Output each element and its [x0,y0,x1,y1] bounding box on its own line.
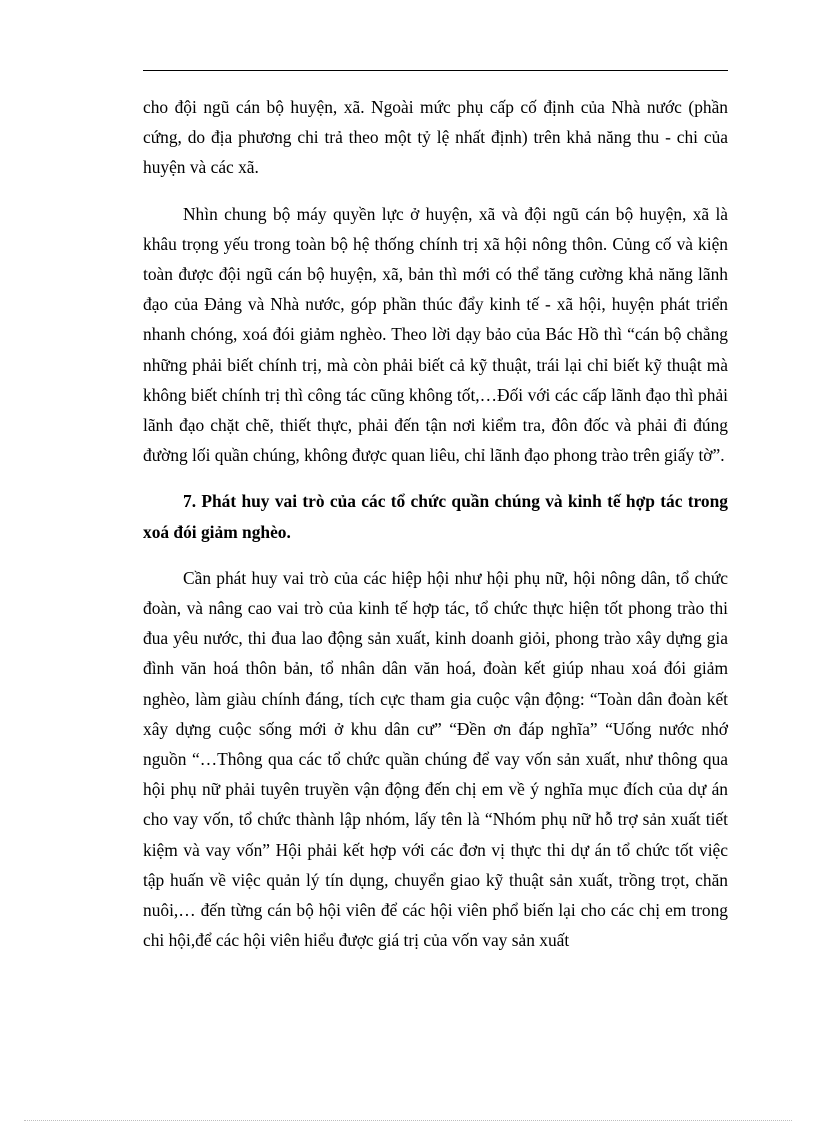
paragraph-gap [143,183,728,199]
paragraph-gap [143,470,728,486]
header-rule [143,70,728,71]
footer-dotted-line [24,1120,792,1121]
paragraph-continuation: cho đội ngũ cán bộ huyện, xã. Ngoài mức phụ cấp cố định của Nhà nước (phần cứng, do địa phương chi trả theo một tỷ lệ nhất định) trên khả năng thu - chi của huyện và các xã. [143,97,728,178]
paragraph-gap [143,547,728,563]
paragraph-cadres: Nhìn chung bộ máy quyền lực ở huyện, xã và đội ngũ cán bộ huyện, xã là khâu trọng yếu trong toàn bộ hệ thống chính trị xã hội nông thôn. Củng cố và kiện toàn được đội ngũ cán bộ huyện, xã, bản thì mới có thể tăng cường khả năng lãnh đạo của Đảng và Nhà nước, góp phần thúc đẩy kinh tế - xã hội, huyện phát triển nhanh chóng, xoá đói giảm nghèo. Theo lời dạy bảo của Bác Hồ thì “cán bộ chẳng những phải biết chính trị, mà còn phải biết cả kỹ thuật, trái lại chỉ biết kỹ thuật mà không biết chính trị thì công tác cũng không tốt,…Đối với các cấp lãnh đạo thì phải lãnh đạo chặt chẽ, thiết thực, phải đến tận nơi kiểm tra, đôn đốc và phải đi đúng đường lối quần chúng, không được quan liêu, chỉ lãnh đạo phong trào trên giấy tờ”. [143,203,728,466]
document-body [143,92,728,955]
section-heading: 7. Phát huy vai trò của các tổ chức quần chúng và kinh tế hợp tác trong xoá đói giảm nghèo. [143,491,728,542]
paragraph-mass-organizations: Cần phát huy vai trò của các hiệp hội như hội phụ nữ, hội nông dân, tổ chức đoàn, và nâng cao vai trò của kinh tế hợp tác, tổ chức thực hiện tốt phong trào thi đua yêu nước, thi đua lao động sản xuất, kinh doanh giỏi, phong trào xây dựng gia đình văn hoá thôn bản, tổ nhân dân văn hoá, đoàn kết giúp nhau xoá đói giảm nghèo, làm giàu chính đáng, tích cực tham gia cuộc vận động: “Toàn dân đoàn kết xây dựng cuộc sống mới ở khu dân cư” “Đền ơn đáp nghĩa” “Uống nước nhớ nguồn “…Thông qua các tổ chức quần chúng để vay vốn sản xuất, như thông qua hội phụ nữ phải tuyên truyền vận động đến chị em về ý nghĩa mục đích của dự án cho vay vốn, tổ chức thành lập nhóm, lấy tên là “Nhóm phụ nữ hỗ trợ sản xuất tiết kiệm và vay vốn” Hội phải kết hợp với các đơn vị thực thi dự án tổ chức tốt việc tập huấn về việc quản lý tín dụng, chuyển giao kỹ thuật sản xuất, trồng trọt, chăn nuôi,… đến từng cán bộ hội viên để các hội viên phổ biến lại cho các chị em trong chi hội,để các hội viên hiểu được giá trị của vốn vay sản xuất [143,567,728,951]
